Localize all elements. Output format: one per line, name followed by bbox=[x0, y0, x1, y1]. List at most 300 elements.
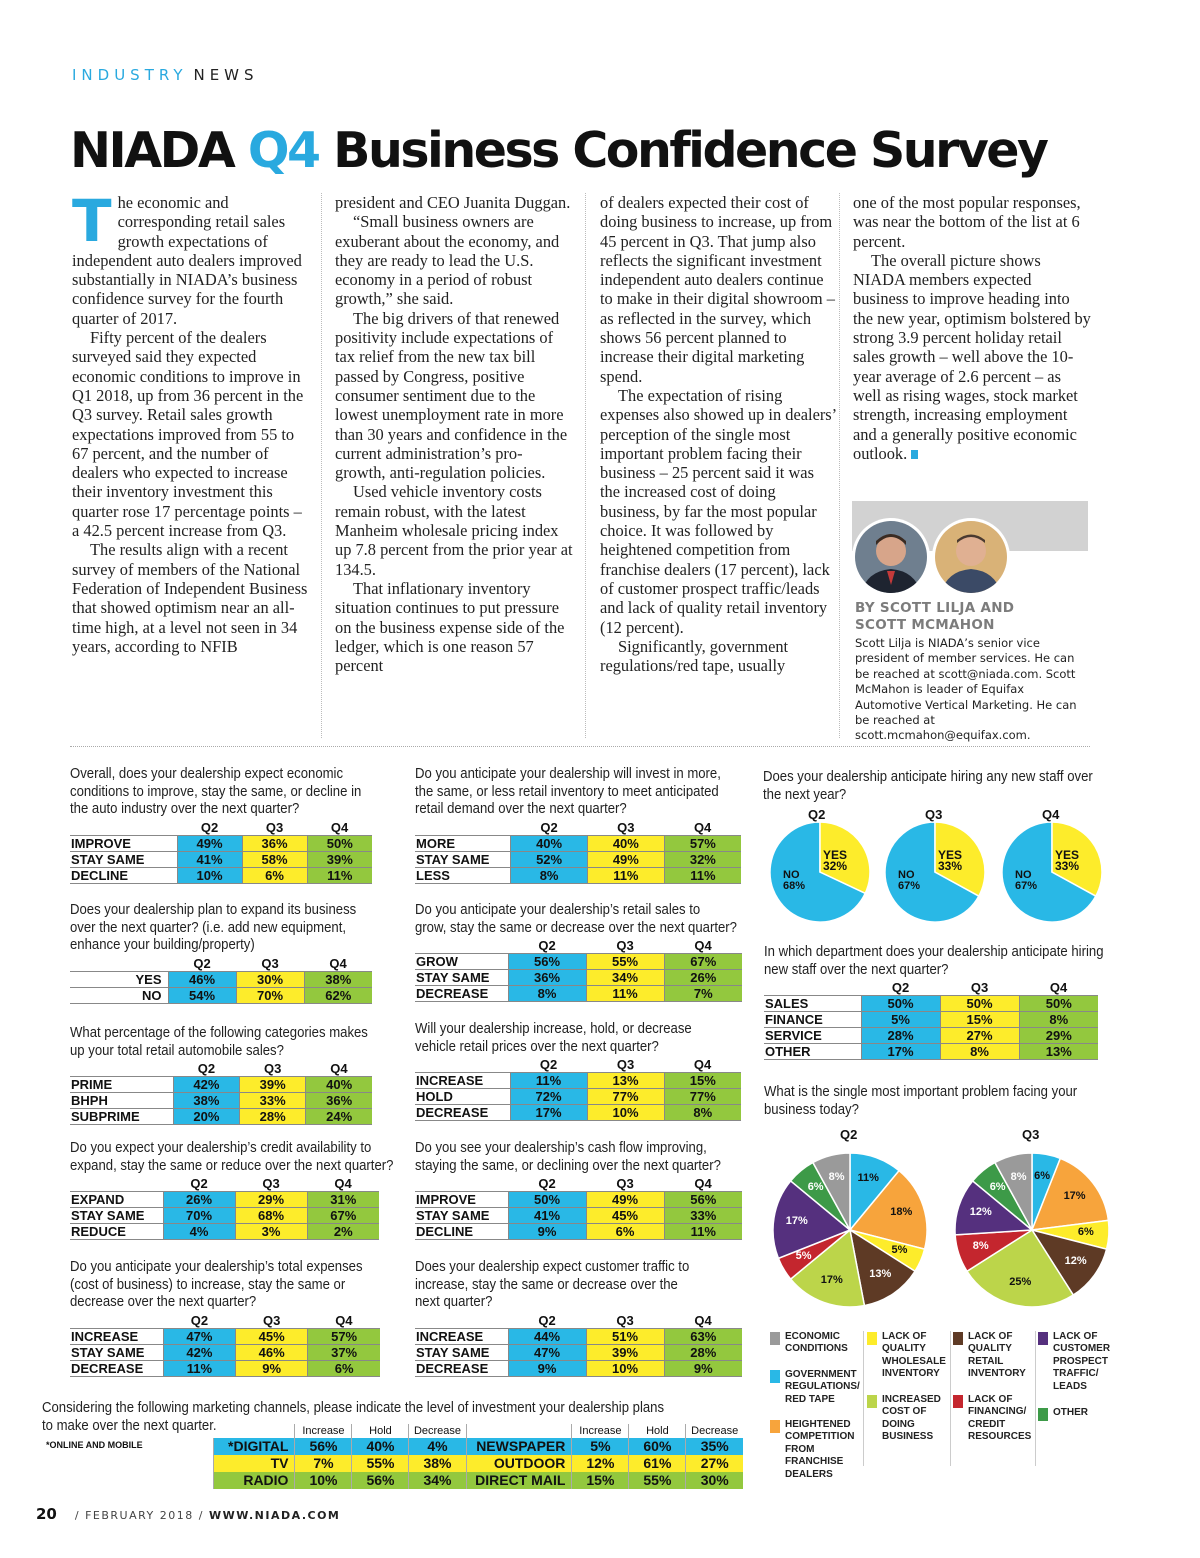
cell-value: 17% bbox=[510, 1105, 587, 1121]
question-line: Does your dealership plan to expand its business bbox=[70, 902, 357, 918]
problem-question bbox=[764, 1084, 1077, 1119]
column-header: Q2 bbox=[197, 1061, 216, 1077]
cell-value: 10% bbox=[177, 867, 242, 883]
row-label: NO bbox=[70, 987, 168, 1003]
cell-value: 8% bbox=[664, 1105, 741, 1121]
column-header: Q4 bbox=[693, 819, 712, 835]
question-line: What percentage of the following categories makes bbox=[70, 1025, 368, 1041]
title-part-q4: Q4 bbox=[247, 122, 319, 179]
cell-value: 50% bbox=[1019, 996, 1098, 1012]
table-header bbox=[764, 980, 1098, 996]
question-line: the same, or less retail inventory to meet anticipated bbox=[415, 783, 719, 800]
column-header: Q3 bbox=[616, 1176, 634, 1192]
drop-cap: T bbox=[72, 193, 112, 255]
marketing-footnote: *ONLINE AND MOBILE bbox=[46, 1440, 143, 1450]
question-line: Considering the following marketing channels, please indicate the level of investment your dealership plans bbox=[42, 1400, 665, 1416]
column-header: Q4 bbox=[694, 938, 712, 954]
legend-line: RESOURCES bbox=[968, 1431, 1032, 1443]
column-header: Q3 bbox=[262, 1176, 280, 1192]
cell-value: 28% bbox=[861, 1028, 940, 1044]
column-header: Decrease bbox=[686, 1424, 743, 1438]
table-header bbox=[70, 1176, 379, 1192]
legend-line: COST OF bbox=[882, 1406, 927, 1418]
question-line: decrease over the next quarter? bbox=[70, 1294, 257, 1311]
cell-value: 50% bbox=[861, 996, 940, 1012]
pie-slice-label: 6% bbox=[1034, 1170, 1051, 1183]
pie-slice-label: 17% bbox=[785, 1214, 808, 1227]
cell-value: 27% bbox=[686, 1455, 743, 1472]
cell-value: 45% bbox=[236, 1328, 308, 1344]
column-header: Q2 bbox=[540, 819, 558, 835]
pie-slice-label: 8% bbox=[1010, 1170, 1027, 1183]
row-label: DECREASE bbox=[415, 986, 508, 1002]
question-line: Do you anticipate your dealership’s retail sales to bbox=[415, 902, 701, 918]
column-header: Q3 bbox=[261, 955, 279, 971]
question-line: Overall, does your dealership expect economic bbox=[70, 766, 344, 782]
cell-value: 26% bbox=[163, 1192, 235, 1208]
cell-value: 56% bbox=[295, 1438, 352, 1455]
table-row bbox=[70, 1077, 372, 1093]
cell-value: 50% bbox=[940, 996, 1019, 1012]
table-row bbox=[764, 1012, 1098, 1028]
row-label: DECLINE bbox=[70, 867, 177, 883]
legend-line: OTHER bbox=[1053, 1407, 1088, 1418]
cell-value: 47% bbox=[163, 1328, 235, 1344]
table-row bbox=[70, 987, 372, 1003]
question-line: Does your dealership anticipate hiring any new staff over bbox=[763, 769, 1093, 785]
question-line: increase, stay the same or decrease over the bbox=[415, 1276, 678, 1293]
column-header: Q2 bbox=[190, 1312, 209, 1328]
table-header bbox=[415, 938, 742, 954]
column-header: Q3 bbox=[616, 1057, 635, 1073]
cell-value: 39% bbox=[586, 1344, 664, 1360]
legend-swatch-cost bbox=[867, 1395, 877, 1408]
header-blank bbox=[466, 1424, 572, 1438]
cell-value: 7% bbox=[664, 986, 742, 1002]
cell-value: 34% bbox=[409, 1472, 466, 1489]
cell-value: 4% bbox=[409, 1438, 466, 1455]
table-row bbox=[415, 851, 741, 867]
cell-value: 46% bbox=[168, 971, 236, 987]
legend-line: INVENTORY bbox=[882, 1368, 940, 1380]
legend-divider bbox=[1035, 1331, 1036, 1466]
survey-table bbox=[415, 1313, 742, 1377]
header-blank bbox=[415, 820, 511, 836]
legend-line: DOING bbox=[882, 1418, 915, 1430]
survey-question bbox=[415, 1140, 721, 1175]
table-row bbox=[214, 1472, 744, 1489]
cell-value: 57% bbox=[664, 835, 741, 851]
cell-value: 11% bbox=[586, 986, 664, 1002]
column-header: Q3 bbox=[616, 938, 634, 954]
cell-value: 44% bbox=[508, 1328, 586, 1344]
legend-swatch-other bbox=[1038, 1408, 1048, 1421]
table-row bbox=[70, 971, 372, 987]
cell-value: 8% bbox=[511, 867, 588, 883]
cell-value: 36% bbox=[508, 970, 586, 986]
question-line: conditions to improve, stay the same, or decline in bbox=[70, 783, 362, 800]
cell-value: 27% bbox=[940, 1028, 1019, 1044]
survey-block bbox=[415, 1140, 755, 1240]
table-row bbox=[70, 1224, 379, 1240]
column-header: Q3 bbox=[970, 980, 989, 996]
cell-value: 61% bbox=[629, 1455, 686, 1472]
cell-value: 40% bbox=[587, 835, 664, 851]
cell-value: 6% bbox=[308, 1360, 380, 1376]
cell-value: 50% bbox=[307, 835, 372, 851]
pie-slice-label: 8% bbox=[972, 1239, 989, 1252]
pie-slice-label: 12% bbox=[1064, 1254, 1087, 1267]
row-label: STAY SAME bbox=[415, 1344, 508, 1360]
survey-question bbox=[764, 944, 1104, 979]
header-blank bbox=[70, 956, 168, 972]
column-header: Q4 bbox=[330, 819, 349, 835]
cell-value: 40% bbox=[511, 835, 588, 851]
cell-value: 63% bbox=[664, 1328, 742, 1344]
cell-value: 36% bbox=[306, 1093, 372, 1109]
survey-table bbox=[415, 820, 741, 884]
column-header: Q2 bbox=[539, 1057, 558, 1073]
table-row bbox=[70, 1192, 379, 1208]
article-paragraph: That inflationary inventory situation continues to put pressure on the business expense side of the ledger, which is one reason 57 percent bbox=[335, 578, 565, 676]
legend-line: RED TAPE bbox=[785, 1393, 835, 1405]
legend-line: PROSPECT bbox=[1053, 1355, 1109, 1367]
legend-swatch-traffic bbox=[1038, 1332, 1048, 1345]
legend-line: LEADS bbox=[1053, 1380, 1087, 1392]
table-row bbox=[415, 1224, 742, 1240]
legend-swatch-retail bbox=[953, 1332, 963, 1345]
legend-line: QUALITY bbox=[882, 1343, 926, 1355]
cell-value: 24% bbox=[306, 1109, 372, 1125]
section-industry: INDUSTRY bbox=[72, 66, 188, 84]
column-header: Q4 bbox=[694, 1176, 712, 1192]
pie-label-no bbox=[898, 870, 920, 892]
survey-table bbox=[70, 1313, 380, 1377]
row-label: FINANCE bbox=[764, 1012, 861, 1028]
survey-question bbox=[415, 1259, 689, 1312]
article-paragraph: “Small business owners are exuberant about the economy, and they are ready to lead the U.S. economy in a period of robust growth,” she said. bbox=[335, 212, 560, 309]
legend-line: GOVERNMENT bbox=[785, 1369, 857, 1380]
pie-slice-label: 6% bbox=[1077, 1226, 1094, 1239]
pie-slice-label: 6% bbox=[807, 1181, 824, 1194]
cell-value: 13% bbox=[1019, 1044, 1098, 1060]
question-line: staying the same, or declining over the next quarter? bbox=[415, 1157, 721, 1174]
question-line: Do you expect your dealership’s credit availability to bbox=[70, 1140, 372, 1156]
header-blank bbox=[415, 938, 508, 954]
slice-name: YES bbox=[823, 848, 848, 862]
column-header: Hold bbox=[352, 1424, 409, 1438]
footer-url: WWW.NIADA.COM bbox=[208, 1509, 341, 1522]
survey-table bbox=[415, 1057, 741, 1121]
header-blank bbox=[764, 980, 861, 996]
byline-line-1: BY SCOTT LILJA AND bbox=[855, 600, 1015, 616]
legend-line: WHOLESALE bbox=[882, 1355, 946, 1367]
survey-table bbox=[764, 980, 1098, 1060]
survey-block bbox=[70, 1140, 429, 1240]
table-header bbox=[70, 956, 372, 972]
pie-label-no bbox=[1015, 870, 1037, 892]
legend-line: LACK OF bbox=[882, 1331, 927, 1342]
article-paragraph: The results align with a recent survey of members of the National Federation of Independent Business that showed optimism near an all-time high, at a level not seen in 34 years, according to NFIB bbox=[72, 540, 308, 656]
cell-value: 9% bbox=[508, 1360, 586, 1376]
cell-value: 51% bbox=[586, 1328, 664, 1344]
author-bio: Scott Lilja is NIADA’s senior vice president of member services. He can be reached at scott@niada.com. Scott McMahon is leader of Equifax Automotive Vertical Marketing. He can be reached at scott.mcmahon@equifax.com. bbox=[855, 636, 1077, 743]
legend-line: INVENTORY bbox=[968, 1368, 1026, 1380]
table-header bbox=[415, 1176, 742, 1192]
slice-value: 33% bbox=[1055, 859, 1080, 873]
legend-line: LACK OF bbox=[968, 1394, 1013, 1405]
table-row bbox=[415, 1360, 742, 1376]
row-label: DECREASE bbox=[70, 1360, 163, 1376]
pie-label-yes bbox=[1055, 850, 1079, 872]
row-label: DIRECT MAIL bbox=[466, 1472, 572, 1489]
article-paragraph: The big drivers of that renewed positivity include expectations of tax relief from the new tax bill passed by Congress, positive consumer sentiment due to the lowest unemployment rate in more than 30 years and confidence in the current administration’s pro-growth, anti-regulation policies. bbox=[335, 308, 568, 483]
table-row bbox=[764, 1028, 1098, 1044]
question-line: business today? bbox=[764, 1101, 859, 1118]
table-header bbox=[415, 1313, 742, 1329]
row-label: PRIME bbox=[70, 1077, 173, 1093]
table-row bbox=[214, 1438, 744, 1455]
section-divider bbox=[70, 746, 1090, 747]
question-line: Do you anticipate your dealership’s total expenses bbox=[70, 1259, 363, 1275]
row-label: SERVICE bbox=[764, 1028, 861, 1044]
column-header: Q4 bbox=[335, 1312, 353, 1328]
column-header: Q3 bbox=[263, 1061, 282, 1077]
cell-value: 10% bbox=[586, 1360, 664, 1376]
cell-value: 38% bbox=[173, 1093, 239, 1109]
cell-value: 15% bbox=[664, 1073, 741, 1089]
article-paragraph: of dealers expected their cost of doing business to increase, up from 45 percent in Q3. That jump also reflects the significant investment independent auto dealers continue to make in their digital showroom – as reflected in the survey, which shows 56 percent planned to increase their digital marketing spend. bbox=[600, 193, 835, 386]
cell-value: 49% bbox=[177, 835, 242, 851]
cell-value: 11% bbox=[163, 1360, 235, 1376]
table-row bbox=[764, 996, 1098, 1012]
pie-label-no bbox=[783, 870, 805, 892]
end-mark-icon bbox=[911, 450, 918, 459]
table-row bbox=[70, 1360, 380, 1376]
cell-value: 33% bbox=[664, 1208, 742, 1224]
table-row bbox=[415, 1073, 741, 1089]
legend-line: DEALERS bbox=[785, 1468, 833, 1480]
column-header: Q2 bbox=[891, 980, 910, 996]
legend-label-wholesale bbox=[882, 1331, 946, 1381]
cell-value: 55% bbox=[352, 1455, 409, 1472]
cell-value: 39% bbox=[307, 851, 372, 867]
cell-value: 26% bbox=[664, 970, 742, 986]
cell-value: 50% bbox=[508, 1192, 586, 1208]
pie-slice-label: 17% bbox=[820, 1273, 843, 1286]
header-blank bbox=[70, 1061, 173, 1077]
cell-value: 11% bbox=[510, 1073, 587, 1089]
column-header: Q4 bbox=[329, 955, 347, 971]
cell-value: 4% bbox=[163, 1224, 235, 1240]
cell-value: 6% bbox=[242, 867, 307, 883]
cell-value: 38% bbox=[409, 1455, 466, 1472]
header-blank bbox=[70, 1176, 163, 1192]
table-row bbox=[70, 1344, 380, 1360]
row-label: SUBPRIME bbox=[70, 1109, 173, 1125]
article-paragraph: Fifty percent of the dealers surveyed said they expected economic conditions to improve in Q1 2018, up from 36 percent in the Q3 survey. Retail sales growth expectations improved from 55 to 67 percent, and the number of dealers who expected to increase their inventory investment this quarter rose 17 percentage points – a 42.5 percent increase from Q3. bbox=[72, 328, 304, 541]
question-line: up your total retail automobile sales? bbox=[70, 1042, 284, 1059]
article-paragraph: The overall picture shows NIADA members expected business to improve heading into the new year, optimism bolstered by strong 3.9 percent holiday retail sales growth – well above the 10-year average of 2.6 percent – as well as rising wages, stock market strength, increasing employment and a generally positive economic outlook. bbox=[853, 250, 1091, 463]
table-row bbox=[214, 1455, 744, 1472]
pie-slice-label: 11% bbox=[857, 1172, 879, 1185]
cell-value: 36% bbox=[242, 835, 307, 851]
question-line: (cost of business) to increase, stay the same or bbox=[70, 1276, 346, 1293]
legend-swatch-wholesale bbox=[867, 1332, 877, 1345]
survey-question bbox=[70, 1259, 363, 1312]
cell-value: 33% bbox=[240, 1093, 306, 1109]
pie-slice-label: 5% bbox=[795, 1250, 812, 1263]
cell-value: 37% bbox=[308, 1344, 380, 1360]
legend-swatch-comp bbox=[770, 1420, 780, 1433]
row-label: EXPAND bbox=[70, 1192, 163, 1208]
cell-value: 7% bbox=[295, 1455, 352, 1472]
legend-line: QUALITY bbox=[968, 1343, 1012, 1355]
cell-value: 52% bbox=[511, 851, 588, 867]
table-header bbox=[70, 1061, 372, 1077]
column-divider bbox=[585, 193, 586, 738]
legend-line: CREDIT bbox=[968, 1418, 1006, 1430]
survey-table bbox=[415, 938, 742, 1002]
question-line: the auto industry over the next quarter? bbox=[70, 801, 300, 818]
question-line: retail demand over the next quarter? bbox=[415, 801, 627, 818]
title-part-3: Business Confidence Survey bbox=[318, 122, 1047, 179]
pie-slice-label: 5% bbox=[891, 1244, 908, 1257]
slice-name: YES bbox=[938, 848, 963, 862]
table-row bbox=[764, 1044, 1098, 1060]
column-header: Q2 bbox=[538, 938, 556, 954]
slice-value: 32% bbox=[823, 859, 848, 873]
column-header: Q2 bbox=[193, 955, 211, 971]
survey-question bbox=[70, 902, 356, 955]
table-row bbox=[415, 954, 742, 970]
cell-value: 30% bbox=[686, 1472, 743, 1489]
table-row bbox=[415, 1344, 742, 1360]
cell-value: 15% bbox=[940, 1012, 1019, 1028]
pie-slice-label: 6% bbox=[989, 1181, 1006, 1194]
legend-divider bbox=[863, 1331, 864, 1466]
column-header: Increase bbox=[295, 1424, 352, 1438]
row-label: DECLINE bbox=[415, 1224, 508, 1240]
cell-value: 72% bbox=[510, 1089, 587, 1105]
row-label: OTHER bbox=[764, 1044, 861, 1060]
pie-slice-label: 13% bbox=[869, 1267, 892, 1280]
cell-value: 9% bbox=[508, 1224, 586, 1240]
section-news: NEWS bbox=[193, 66, 259, 84]
cell-value: 68% bbox=[235, 1208, 307, 1224]
legend-line: ECONOMIC bbox=[785, 1331, 840, 1342]
legend-line: LACK OF bbox=[1053, 1331, 1098, 1342]
legend-label-gov bbox=[785, 1369, 860, 1406]
cell-value: 56% bbox=[508, 954, 586, 970]
article-column-2 bbox=[335, 193, 573, 738]
column-header: Q4 bbox=[693, 1057, 712, 1073]
cell-value: 10% bbox=[295, 1472, 352, 1489]
author-photo-lilja bbox=[852, 518, 930, 596]
cell-value: 8% bbox=[940, 1044, 1019, 1060]
legend-swatch-finance bbox=[953, 1395, 963, 1408]
article-paragraph: one of the most popular responses, was near the bottom of the list at 6 percent. bbox=[853, 193, 1081, 251]
column-header: Q2 bbox=[538, 1312, 556, 1328]
question-line: Do you see your dealership’s cash flow improving, bbox=[415, 1140, 707, 1156]
survey-question bbox=[70, 1140, 393, 1175]
pie-label-yes bbox=[823, 850, 847, 872]
row-label: DECREASE bbox=[415, 1360, 508, 1376]
row-label: STAY SAME bbox=[415, 1208, 508, 1224]
legend-label-finance bbox=[968, 1394, 1031, 1444]
pie-label-yes bbox=[938, 850, 962, 872]
article-paragraph: Used vehicle inventory costs remain robust, with the latest Manheim wholesale pricing index up 7.8 percent from the prior year at 134.5. bbox=[335, 482, 573, 579]
row-label: TV bbox=[214, 1455, 295, 1472]
survey-question bbox=[70, 1025, 368, 1060]
column-header: Q4 bbox=[330, 1061, 348, 1077]
pie-slice-label: 18% bbox=[890, 1206, 913, 1219]
question-line: What is the single most important problem facing your bbox=[764, 1084, 1078, 1100]
slice-value: 67% bbox=[898, 880, 921, 892]
question-line: over the next quarter? (i.e. add new equipment, bbox=[70, 919, 346, 936]
title-part-1: NIADA bbox=[70, 122, 248, 179]
cell-value: 6% bbox=[586, 1224, 664, 1240]
column-header: Q2 bbox=[190, 1176, 208, 1192]
question-line: to make over the next quarter. bbox=[42, 1417, 217, 1434]
legend-label-traffic bbox=[1053, 1331, 1110, 1393]
cell-value: 30% bbox=[236, 971, 304, 987]
cell-value: 49% bbox=[587, 851, 664, 867]
question-line: next quarter? bbox=[415, 1294, 493, 1311]
article-paragraph: president and CEO Juanita Duggan. bbox=[335, 193, 571, 212]
header-blank bbox=[70, 1313, 163, 1329]
survey-block bbox=[764, 944, 1141, 1060]
legend-line: BUSINESS bbox=[882, 1431, 934, 1443]
survey-block bbox=[70, 902, 388, 1003]
pie-slice-label: 17% bbox=[1063, 1189, 1086, 1202]
cell-value: 42% bbox=[163, 1344, 235, 1360]
pie-quarter-label: Q2 bbox=[840, 1127, 858, 1142]
table-row bbox=[70, 835, 372, 851]
article-column-1 bbox=[72, 193, 310, 738]
question-line: new staff over the next quarter? bbox=[764, 961, 949, 978]
author-byline bbox=[855, 600, 1014, 634]
cell-value: 8% bbox=[1019, 1012, 1098, 1028]
pie-slice-label: 8% bbox=[828, 1170, 845, 1183]
cell-value: 11% bbox=[664, 1224, 742, 1240]
cell-value: 60% bbox=[629, 1438, 686, 1455]
row-label: YES bbox=[70, 971, 168, 987]
column-header: Q3 bbox=[265, 819, 284, 835]
row-label: LESS bbox=[415, 867, 511, 883]
cell-value: 62% bbox=[304, 987, 372, 1003]
row-label: *DIGITAL bbox=[214, 1438, 295, 1455]
header-blank bbox=[70, 820, 177, 836]
cell-value: 40% bbox=[352, 1438, 409, 1455]
question-line: Will your dealership increase, hold, or decrease bbox=[415, 1021, 692, 1037]
row-label: DECREASE bbox=[415, 1105, 510, 1121]
question-line: vehicle retail prices over the next quarter? bbox=[415, 1038, 659, 1055]
slice-value: 68% bbox=[783, 880, 806, 892]
survey-block bbox=[415, 766, 755, 883]
cell-value: 58% bbox=[242, 851, 307, 867]
row-label: STAY SAME bbox=[70, 1344, 163, 1360]
question-line: enhance your building/property) bbox=[70, 937, 255, 954]
cell-value: 15% bbox=[572, 1472, 629, 1489]
cell-value: 28% bbox=[240, 1109, 306, 1125]
row-label: STAY SAME bbox=[70, 1208, 163, 1224]
hiring-question bbox=[763, 769, 1093, 804]
header-blank bbox=[214, 1424, 295, 1438]
cell-value: 56% bbox=[352, 1472, 409, 1489]
cell-value: 67% bbox=[307, 1208, 379, 1224]
row-label: NEWSPAPER bbox=[466, 1438, 572, 1455]
